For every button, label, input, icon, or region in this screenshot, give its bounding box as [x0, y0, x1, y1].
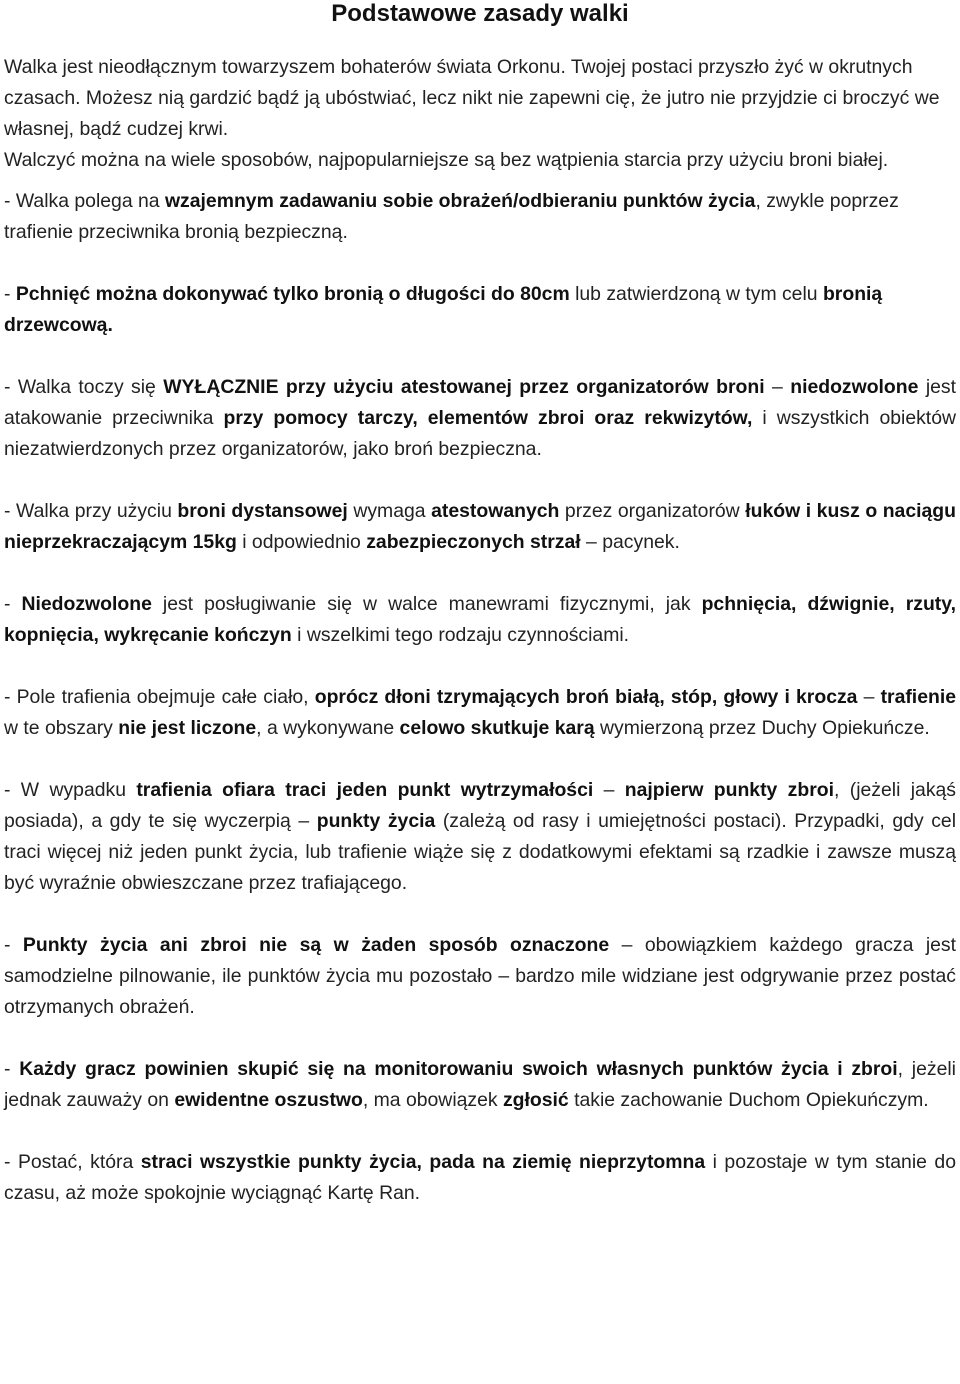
- rule-text: , (jeżeli jakąś posiada), a gdy te się wyczerpią –: [4, 779, 956, 832]
- rule-text: i wszystkich obiektów niezatwierdzonych przez organizatorów, jako broń bezpieczna.: [4, 407, 956, 460]
- rule-emphasis: niedozwolone: [790, 376, 919, 398]
- rule-text: i odpowiednio: [236, 531, 367, 553]
- rule-text: –: [593, 779, 625, 801]
- rule-text: , a wykonywane: [256, 717, 400, 739]
- rule-emphasis: ewidentne oszustwo: [174, 1089, 363, 1111]
- rule-emphasis: nie jest liczone: [118, 717, 257, 739]
- rule-emphasis: trafienie: [880, 686, 956, 708]
- rule-text: , ma obowiązek: [362, 1089, 503, 1111]
- rule-emphasis: Punkty życia ani zbroi nie są w żaden sposób oznaczone: [22, 934, 610, 956]
- rule-text: - W wypadku: [4, 779, 137, 801]
- rule-emphasis: atestowanych: [431, 500, 560, 522]
- rule-text: (zależą od rasy i umiejętności postaci). Przypadki, gdy cel traci więcej niż jeden punkt życia, lub trafienie wiąże się z dodatkowymi efektami są rzadkie i zawsze muszą być wyraźnie obwieszczane przez trafiającego.: [4, 810, 956, 894]
- rule-paragraph: [4, 496, 956, 558]
- rule-text: i pozostaje w tym stanie do czasu, aż może spokojnie wyciągnąć Kartę Ran.: [4, 1151, 956, 1204]
- rule-text: - Walka polega na: [4, 190, 165, 212]
- rule-emphasis: zgłosić: [502, 1089, 569, 1111]
- rule-text: , zwykle poprzez trafienie przeciwnika bronią bezpieczną.: [4, 190, 899, 243]
- document-title: Podstawowe zasady walki: [331, 0, 629, 27]
- intro-section: [4, 52, 956, 176]
- rule-paragraph: [4, 372, 956, 465]
- rule-paragraph: [4, 279, 956, 341]
- rule-paragraph: [4, 682, 956, 744]
- rule-text: - Postać, która: [4, 1151, 141, 1173]
- rule-emphasis: Każdy gracz powinien skupić się na monitorowaniu swoich własnych punktów życia i zbroi: [19, 1058, 898, 1080]
- rule-emphasis: celowo skutkuje karą: [399, 717, 595, 739]
- rule-text: jest atakowanie przeciwnika: [4, 376, 956, 429]
- rule-emphasis: najpierw punkty zbroi: [624, 779, 834, 801]
- rule-text: takie zachowanie Duchom Opiekuńczym.: [568, 1089, 929, 1111]
- rule-text: – obowiązkiem każdego gracza jest samodzielne pilnowanie, ile punktów życia mu pozostało – bardzo mile widziane jest odgrywanie przez postać otrzymanych obrażeń.: [4, 934, 956, 1018]
- intro-paragraph: Walczyć można na wiele sposobów, najpopularniejsze są bez wątpienia starcia przy użyciu broni białej.: [4, 149, 889, 171]
- rule-emphasis: łuków i kusz o naciągu nieprzekraczającym 15kg: [4, 500, 956, 553]
- rule-emphasis: bronią drzewcową.: [4, 283, 883, 336]
- rule-emphasis: WYŁĄCZNIE przy użyciu atestowanej przez organizatorów broni: [163, 376, 765, 398]
- rule-paragraph: [4, 1054, 956, 1116]
- rule-text: lub zatwierdzoną w tym celu: [569, 283, 823, 305]
- rule-text: – pacynek.: [580, 531, 680, 553]
- rule-emphasis: oprócz dłoni tzrymających broń białą, stóp, głowy i krocza: [314, 686, 858, 708]
- rules-list: [4, 186, 956, 1209]
- rule-text: jest posługiwanie się w walce manewrami fizycznymi, jak: [151, 593, 702, 615]
- rule-emphasis: przy pomocy tarczy, elementów zbroi oraz rekwizytów,: [223, 407, 753, 429]
- rule-text: w te obszary: [4, 717, 119, 739]
- rule-emphasis: punkty życia: [316, 810, 436, 832]
- intro-paragraph: Walka jest nieodłącznym towarzyszem bohaterów świata Orkonu. Twojej postaci przyszło żyć w okrutnych czasach. Możesz nią gardzić bądź ją ubóstwiać, lecz nikt nie zapewni cię, że jutro nie przyjdzie ci broczyć we własnej, bądź cudzej krwi.: [4, 56, 940, 140]
- rule-text: wymierzoną przez Duchy Opiekuńcze.: [594, 717, 930, 739]
- rule-emphasis: Niedozwolone: [21, 593, 152, 615]
- rule-text: -: [4, 934, 23, 956]
- rule-emphasis: pchnięcia, dźwignie, rzuty, kopnięcia, wykręcanie kończyn: [4, 593, 956, 646]
- rule-paragraph: [4, 775, 956, 899]
- rule-paragraph: [4, 930, 956, 1023]
- rule-text: -: [4, 283, 16, 305]
- rule-text: –: [857, 686, 881, 708]
- rule-text: - Walka przy użyciu: [4, 500, 178, 522]
- rule-paragraph: [4, 186, 956, 248]
- rule-text: - Walka toczy się: [4, 376, 164, 398]
- rule-text: -: [4, 1058, 20, 1080]
- rule-emphasis: broni dystansowej: [177, 500, 348, 522]
- rule-paragraph: [4, 589, 956, 651]
- rule-emphasis: wzajemnym zadawaniu sobie obrażeń/odbieraniu punktów życia: [164, 190, 756, 212]
- rule-text: przez organizatorów: [559, 500, 746, 522]
- rule-text: i wszelkimi tego rodzaju czynnościami.: [291, 624, 630, 646]
- rule-emphasis: straci wszystkie punkty życia, pada na ziemię nieprzytomna: [140, 1151, 706, 1173]
- rule-emphasis: zabezpieczonych strzał: [366, 531, 581, 553]
- rule-text: - Pole trafienia obejmuje całe ciało,: [4, 686, 315, 708]
- rule-text: –: [764, 376, 791, 398]
- rule-emphasis: trafienia ofiara traci jeden punkt wytrzymałości: [136, 779, 594, 801]
- rule-paragraph: [4, 1147, 956, 1209]
- rule-text: -: [4, 593, 22, 615]
- rule-emphasis: Pchnięć można dokonywać tylko bronią o długości do 80cm: [15, 283, 570, 305]
- rule-text: wymaga: [347, 500, 432, 522]
- rule-text: , jeżeli jednak zauważy on: [4, 1058, 956, 1111]
